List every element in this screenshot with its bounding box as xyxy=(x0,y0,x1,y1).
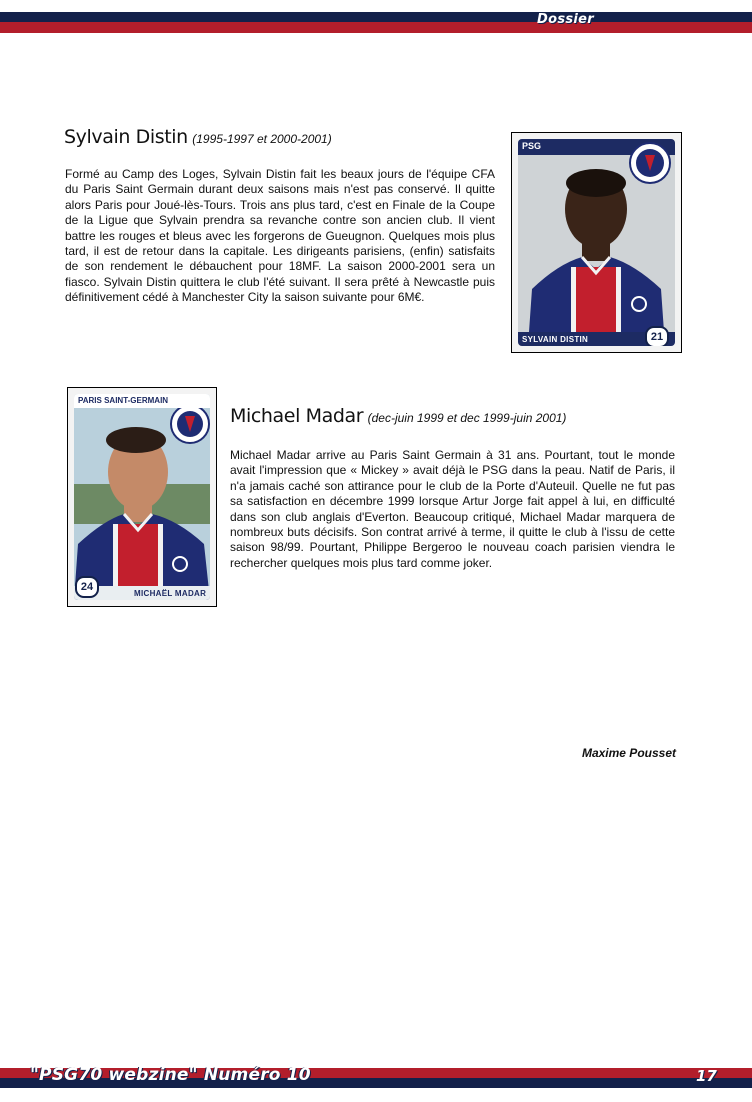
player-photo xyxy=(74,394,210,600)
sticker-photo xyxy=(518,139,675,346)
header-band-navy xyxy=(0,12,752,22)
player-sticker-madar xyxy=(67,387,217,607)
article-heading-madar xyxy=(230,405,566,427)
article-heading-distin xyxy=(64,126,332,148)
footer-title: "PSG70 webzine" Numéro 10 xyxy=(30,1065,311,1085)
section-label: Dossier xyxy=(537,12,594,27)
sticker-number: 21 xyxy=(645,326,669,346)
player-name: Sylvain Distin xyxy=(64,126,188,148)
sticker-photo xyxy=(74,394,210,600)
sticker-team-label: PSG xyxy=(522,141,542,151)
sticker-number: 24 xyxy=(75,576,99,598)
sticker-player-label: MICHAËL MADAR xyxy=(134,589,207,598)
author-signature: Maxime Pousset xyxy=(581,746,676,760)
article-body-distin: Formé au Camp des Loges, Sylvain Distin fait les beaux jours de l'équipe CFA du Paris Saint Germain durant deux saisons mais n'est pas conservé. Il quitte alors Paris pour Joué-lès-Tours. Trois ans plus tard, c'est en Finale de la Coupe de la Ligue que Sylvain prendra sa revanche contre son ancien club. Il vient battre les rouges et bleus avec les forgerons de Gueugnon. Quelques mois plus tard, il est de retour dans la capitale. Les dirigeants parisiens, (enfin) satisfaits de son rendement le débauchent pour 18MF. La saison 2000-2001 sera un fiasco. Sylvain Distin quittera le club l'été suivant. Il sera prêté à Newcastle puis définitivement cédé à Manchester City la saison suivante pour 6M€. xyxy=(65,167,495,305)
player-dates: (dec-juin 1999 et dec 1999-juin 2001) xyxy=(367,411,567,425)
sticker-player-label: SYLVAIN DISTIN xyxy=(522,335,589,344)
page-number: 17 xyxy=(696,1067,717,1085)
article-body-madar: Michael Madar arrive au Paris Saint Germain à 31 ans. Pourtant, tout le monde avait l'impression que « Mickey » avait déjà le PSG dans la peau. Natif de Paris, il n'a jamais caché son attirance pour le club de la Porte d'Auteuil. Quelle ne fut pas sa satisfaction en décembre 1999 lorsque Artur Jorge fait appel à lui, en difficulté dans son club anglais d'Everton. Beaucoup critiqué, Michael Madar marquera de nombreux buts décisifs. Son contrat arrivé à terme, il quitte le club à l'issu de cette saison 98/99. Pourtant, Philippe Bergeroo le nouveau coach parisien viendra le rechercher quelques mois plus tard comme joker. xyxy=(230,448,675,570)
player-name: Michael Madar xyxy=(230,405,364,427)
player-sticker-distin xyxy=(511,132,682,353)
header-band-red xyxy=(0,22,752,33)
player-photo xyxy=(518,139,675,346)
sticker-team-label: PARIS SAINT-GERMAIN xyxy=(78,396,169,405)
player-dates: (1995-1997 et 2000-2001) xyxy=(192,132,332,146)
